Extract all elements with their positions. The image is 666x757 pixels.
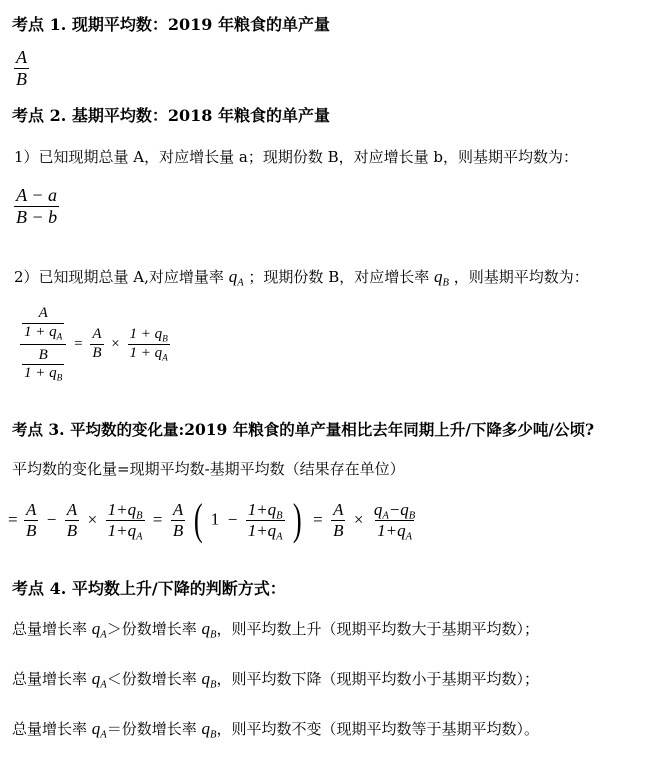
point2-case1-formula <box>14 186 59 227</box>
fraction-numerator: A <box>16 47 27 67</box>
q-a-symbol: $q_A$ <box>91 619 107 641</box>
bottom-fraction: $\frac{B}{1 + q_B}$ <box>24 346 63 384</box>
rhs-fraction-2: $\frac{1 + q_B}{1 + q_A}$ <box>129 325 168 363</box>
equals-sign: = <box>313 509 323 529</box>
fraction-A-over-B <box>14 48 29 89</box>
q-a-symbol: $q_A$ <box>228 267 244 289</box>
equals-sign: = <box>8 509 18 529</box>
compound-fraction <box>20 306 66 382</box>
minus-sign: − <box>46 509 57 529</box>
times-sign: × <box>111 336 120 352</box>
frac-a-over-b-2: $\frac{A}{B}$ <box>66 499 78 540</box>
frac-a-over-b-3: $\frac{A}{B}$ <box>172 499 184 540</box>
point1-heading: 考点 1. 现期平均数：2019 年粮食的单产量 <box>12 15 330 34</box>
q-b-symbol: $q_B$ <box>434 267 449 289</box>
point2-case2-formula <box>20 306 170 382</box>
rhs-fraction-1: $\frac{A}{B}$ <box>92 325 102 361</box>
point4-line2: 总量增长率 $q_A<$份数增长率 $q_B$，则平均数下降（现期平均数小于基期平均数）； <box>12 669 539 691</box>
point2-case2-text <box>14 266 589 287</box>
point3-text: 平均数的变化量=现期平均数-基期平均数（结果存在单位） <box>12 460 405 478</box>
fraction-denominator: B − b <box>16 206 58 227</box>
q-a-symbol: $q_A$ <box>91 669 107 691</box>
fraction-denominator: B <box>16 68 27 89</box>
frac-growth-ratio-2: $\frac{1+q_B}{1+q_A}$ <box>247 499 283 543</box>
case2-text-a: 2）已知现期总量 A,对应增量率 <box>14 268 224 286</box>
point1-formula <box>14 48 29 89</box>
q-b-symbol: $q_B$ <box>201 619 217 641</box>
point2-case1-text: 1）已知现期总量 A，对应增长量 a；现期份数 B，对应增长量 b，则基期平均数为： <box>14 148 579 166</box>
fraction-numerator: A − a <box>16 185 57 205</box>
right-paren: ) <box>292 495 302 544</box>
frac-a-over-b-1: $\frac{A}{B}$ <box>26 499 37 540</box>
case2-text-b: ；现期份数 B，对应增长率 <box>248 268 430 286</box>
times-sign: × <box>353 509 364 529</box>
fraction-base-average <box>14 186 59 227</box>
minus-sign: − <box>227 509 238 529</box>
point4-heading: 考点 4. 平均数上升/下降的判断方式： <box>12 579 286 598</box>
frac-rate-difference: $\frac{q_A-q_B}{1+q_A}$ <box>373 499 416 543</box>
point3-formula <box>8 495 417 544</box>
q-b-symbol: $q_B$ <box>201 719 217 741</box>
times-sign: × <box>87 509 98 529</box>
equals-sign: = <box>74 336 83 352</box>
point4-line3: 总量增长率 $q_A=$份数增长率 $q_B$，则平均数不变（现期平均数等于基期平均数）。 <box>12 719 539 741</box>
left-paren: ( <box>193 495 203 544</box>
top-fraction: $\frac{A}{1 + q_A}$ <box>24 305 63 342</box>
one: 1 <box>210 509 220 529</box>
equals-sign: = <box>152 509 163 529</box>
point4-line1: 总量增长率 $q_A>$份数增长率 $q_B$，则平均数上升（现期平均数大于基期平均数）； <box>12 619 539 641</box>
q-a-symbol: $q_A$ <box>91 719 107 741</box>
case2-text-c: ，则基期平均数为： <box>453 268 589 286</box>
point2-heading: 考点 2. 基期平均数：2018 年粮食的单产量 <box>12 106 330 125</box>
q-b-symbol: $q_B$ <box>201 669 217 691</box>
frac-growth-ratio-1: $\frac{1+q_B}{1+q_A}$ <box>107 499 143 543</box>
frac-a-over-b-4: $\frac{A}{B}$ <box>333 499 344 540</box>
point3-heading: 考点 3. 平均数的变化量:2019 年粮食的单产量相比去年同期上升/下降多少吨/公顷? <box>12 420 595 439</box>
